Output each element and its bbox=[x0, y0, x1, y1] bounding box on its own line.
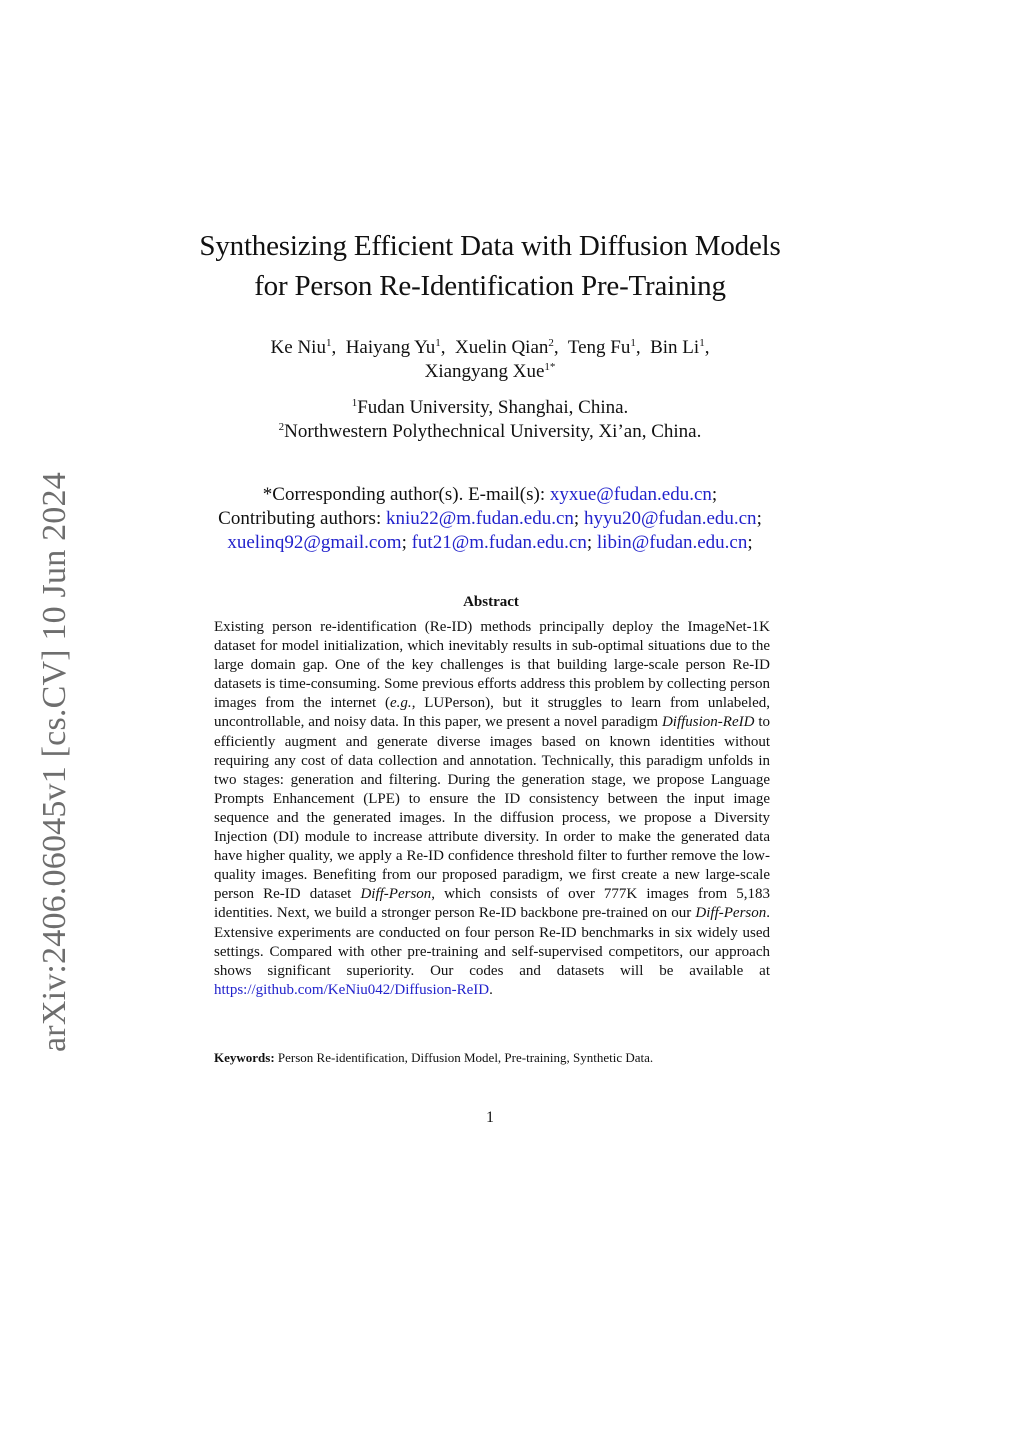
abstract-text: . Extensive experiments are conducted on four person Re-ID benchmarks in six widely used settings. Compared with other pre-training and self-supervised competitors, our approach shows significant superiority. Our codes and datasets will be available at bbox=[214, 905, 770, 979]
title-line-2: for Person Re-Identification Pre-Training bbox=[254, 270, 726, 302]
keywords-label: Keywords: bbox=[214, 1050, 275, 1065]
code-url-link[interactable]: https://github.com/KeNiu042/Diffusion-ReID bbox=[214, 981, 490, 998]
contributing-authors-line: Contributing authors: kniu22@m.fudan.edu.cn; hyyu20@fudan.edu.cn; bbox=[218, 508, 762, 529]
author-affil-mark: 1 bbox=[325, 337, 332, 349]
email-link[interactable]: xuelinq92@gmail.com bbox=[227, 532, 402, 553]
author-affil-mark: 1 bbox=[435, 337, 441, 349]
corresponding-label: *Corresponding author(s). E-mail(s): bbox=[262, 484, 546, 505]
affiliation-mark: 2 bbox=[278, 421, 285, 433]
author-affil-mark: 1 bbox=[699, 337, 705, 349]
author-list: Ke Niu$^1$, Haiyang Yu$^1$, Xuelin Qian$^2$, Teng Fu$^1$, Bin Li$^1$, Xiangyang Xue$^{1*}$ bbox=[270, 337, 710, 382]
author-name: Xiangyang Xue bbox=[424, 361, 545, 382]
affiliation-text: Northwestern Polythechnical University, Xi’an, China. bbox=[284, 421, 702, 442]
abstract-text: . bbox=[489, 981, 493, 998]
corresponding-author-line: *Corresponding author(s). E-mail(s): xyxue@fudan.edu.cn; bbox=[262, 484, 718, 505]
abstract-text: Existing person re-identification (Re-ID) methods principally deploy the ImageNet-1K dataset for model initialization, which inevitably results in sub-optimal situations due to the large domain gap. One of the key challenges is that building large-scale person Re-ID datasets is time-consuming. Some previous efforts address this problem by collecting person images from the internet ( bbox=[214, 619, 770, 712]
affiliation-text: Fudan University, Shanghai, China. bbox=[357, 397, 629, 418]
contributing-authors-line: xuelinq92@gmail.com; fut21@m.fudan.edu.cn; libin@fudan.edu.cn; bbox=[227, 532, 753, 553]
affiliation-item bbox=[180, 396, 800, 420]
page-number: 1 bbox=[486, 1109, 494, 1126]
author-affil-mark: 1* bbox=[544, 361, 556, 373]
paper-title bbox=[150, 226, 830, 306]
title-line-1: Synthesizing Efficient Data with Diffusion Models bbox=[199, 230, 781, 262]
dataset-name: Diff-Person bbox=[360, 886, 432, 903]
email-link[interactable]: kniu22@m.fudan.edu.cn bbox=[385, 508, 574, 529]
email-link[interactable]: fut21@m.fudan.edu.cn bbox=[411, 532, 587, 553]
keywords bbox=[214, 1049, 774, 1067]
email-link[interactable]: hyyu20@fudan.edu.cn bbox=[583, 508, 757, 529]
abstract-body bbox=[214, 618, 770, 1000]
email-link[interactable]: xyxue@fudan.edu.cn bbox=[549, 484, 712, 505]
author-affil-mark: 2 bbox=[548, 337, 554, 349]
author-name: Teng Fu bbox=[567, 337, 631, 358]
author-name: Xuelin Qian bbox=[454, 337, 549, 358]
author-name: Ke Niu bbox=[270, 337, 326, 358]
keywords-text: Person Re-identification, Diffusion Model, Pre-training, Synthetic Data. bbox=[277, 1050, 654, 1065]
author-affil-mark: 1 bbox=[630, 337, 636, 349]
dataset-name: Diff-Person bbox=[695, 905, 767, 922]
author-name: Haiyang Yu bbox=[345, 337, 436, 358]
abstract-eg: e.g. bbox=[390, 695, 412, 712]
affiliation-item bbox=[180, 420, 800, 444]
abstract-text: to efficiently augment and generate diverse images based on known identities without requiring any cost of data collection and annotation. Technically, this paradigm unfolds in two stages: generation and filtering. During the generation stage, we propose Language Prompts Enhancement (LPE) to ensure the ID consistency between the input image sequence and the generated images. In the diffusion process, we propose a Diversity Injection (DI) module to increase attribute diversity. In order to make the generated data have higher quality, we apply a Re-ID confidence threshold filter to further remove the low-quality images. Benefiting from our proposed paradigm, we first create a new large-scale person Re-ID dataset bbox=[214, 714, 770, 903]
affiliation-mark: 1 bbox=[351, 397, 358, 409]
abstract-text: , which consists of over 777K images from 5,183 identities. Next, we build a stronger person Re-ID backbone pre-trained on our bbox=[214, 886, 770, 922]
abstract-heading: Abstract bbox=[463, 594, 519, 610]
contributing-label: Contributing authors: bbox=[218, 508, 382, 529]
author-name: Bin Li bbox=[650, 337, 700, 358]
contact-emails bbox=[170, 483, 810, 555]
affiliations bbox=[180, 396, 800, 444]
abstract-text: , LUPerson), but it struggles to learn from unlabeled, uncontrollable, and noisy data. In this paper, we present a novel paradigm bbox=[214, 695, 770, 731]
arxiv-identifier: arXiv:2406.06045v1 [cs.CV] 10 Jun 2024 bbox=[36, 472, 73, 1052]
email-link[interactable]: libin@fudan.edu.cn bbox=[596, 532, 748, 553]
method-name: Diffusion-ReID bbox=[661, 714, 755, 731]
